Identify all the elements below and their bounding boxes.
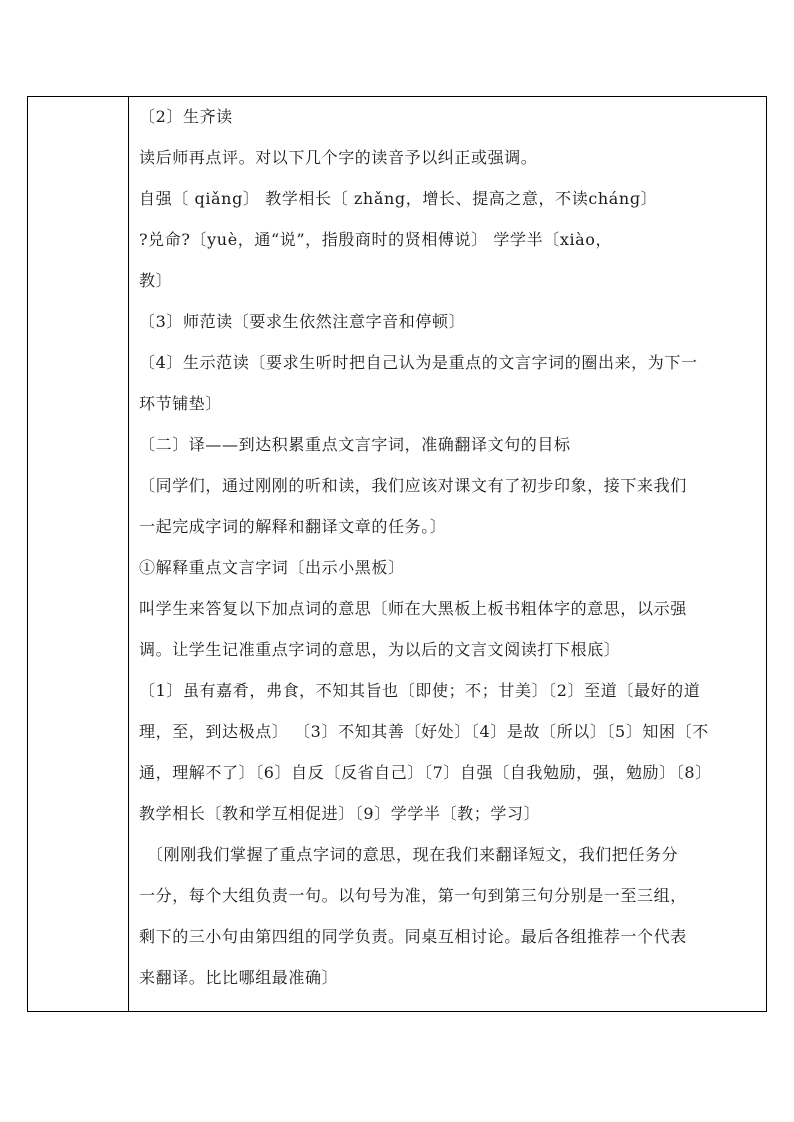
text-line: 读后师再点评。对以下几个字的读音予以纠正或强调。 <box>139 148 538 167</box>
table-content-cell <box>129 97 766 1011</box>
text-line: 〔2〕生齐读 <box>139 107 233 126</box>
text-line: 〔刚刚我们掌握了重点字词的意思，现在我们来翻译短文，我们把任务分 <box>147 845 679 864</box>
text-line: 〔3〕师范读〔要求生依然注意字音和停顿〕 <box>139 312 466 331</box>
text-line: 一分，每个大组负责一句。以句号为准，第一句到第三句分别是一至三组， <box>139 886 687 905</box>
table-left-column <box>28 97 129 1011</box>
text-line: 叫学生来答复以下加点词的意思〔师在大黑板上板书粗体字的意思，以示强 <box>139 599 687 618</box>
text-line: 〔同学们，通过刚刚的听和读，我们应该对课文有了初步印象，接下来我们 <box>139 476 687 495</box>
text-line: ?兑命?〔yuè，通“说”，指殷商时的贤相傅说〕 学学半〔xiào， <box>139 230 613 249</box>
text-line: 来翻译。比比哪组最准确〕 <box>139 968 339 987</box>
text-line: 环节铺垫〕 <box>139 394 223 413</box>
text-line: 教〕 <box>139 271 173 290</box>
text-line: 一起完成字词的解释和翻译文章的任务。〕 <box>139 517 447 536</box>
text-line: 〔4〕生示范读〔要求生听时把自己认为是重点的文言字词的圈出来，为下一 <box>139 353 698 372</box>
text-line: 教学相长〔教和学互相促进〕〔9〕学学半〔教；学习〕 <box>139 804 541 823</box>
text-line: 通，理解不了〕〔6〕自反〔反省自己〕〔7〕自强〔自我勉励，强，勉励〕〔8〕 <box>139 763 712 782</box>
text-line: ①解释重点文言字词〔出示小黑板〕 <box>139 558 405 577</box>
text-line: 〔1〕虽有嘉肴，弗食，不知其旨也〔即使；不；甘美〕〔2〕至道〔最好的道 <box>139 681 701 700</box>
lesson-table <box>27 96 767 1012</box>
text-line: 理，至，到达极点〕 〔3〕不知其善〔好处〕〔4〕是故〔所以〕〔5〕知困〔不 <box>139 722 709 741</box>
text-line: 剩下的三小句由第四组的同学负责。同桌互相讨论。最后各组推荐一个代表 <box>139 927 687 946</box>
text-line: 〔二〕译——到达积累重点文言字词，准确翻译文句的目标 <box>139 435 571 454</box>
text-line: 自强〔 qiǎng〕 教学相长〔 zhǎng，增长、提高之意，不读chánɡ〕 <box>139 189 658 208</box>
text-line: 调。让学生记准重点字词的意思，为以后的文言文阅读打下根底〕 <box>139 640 621 659</box>
